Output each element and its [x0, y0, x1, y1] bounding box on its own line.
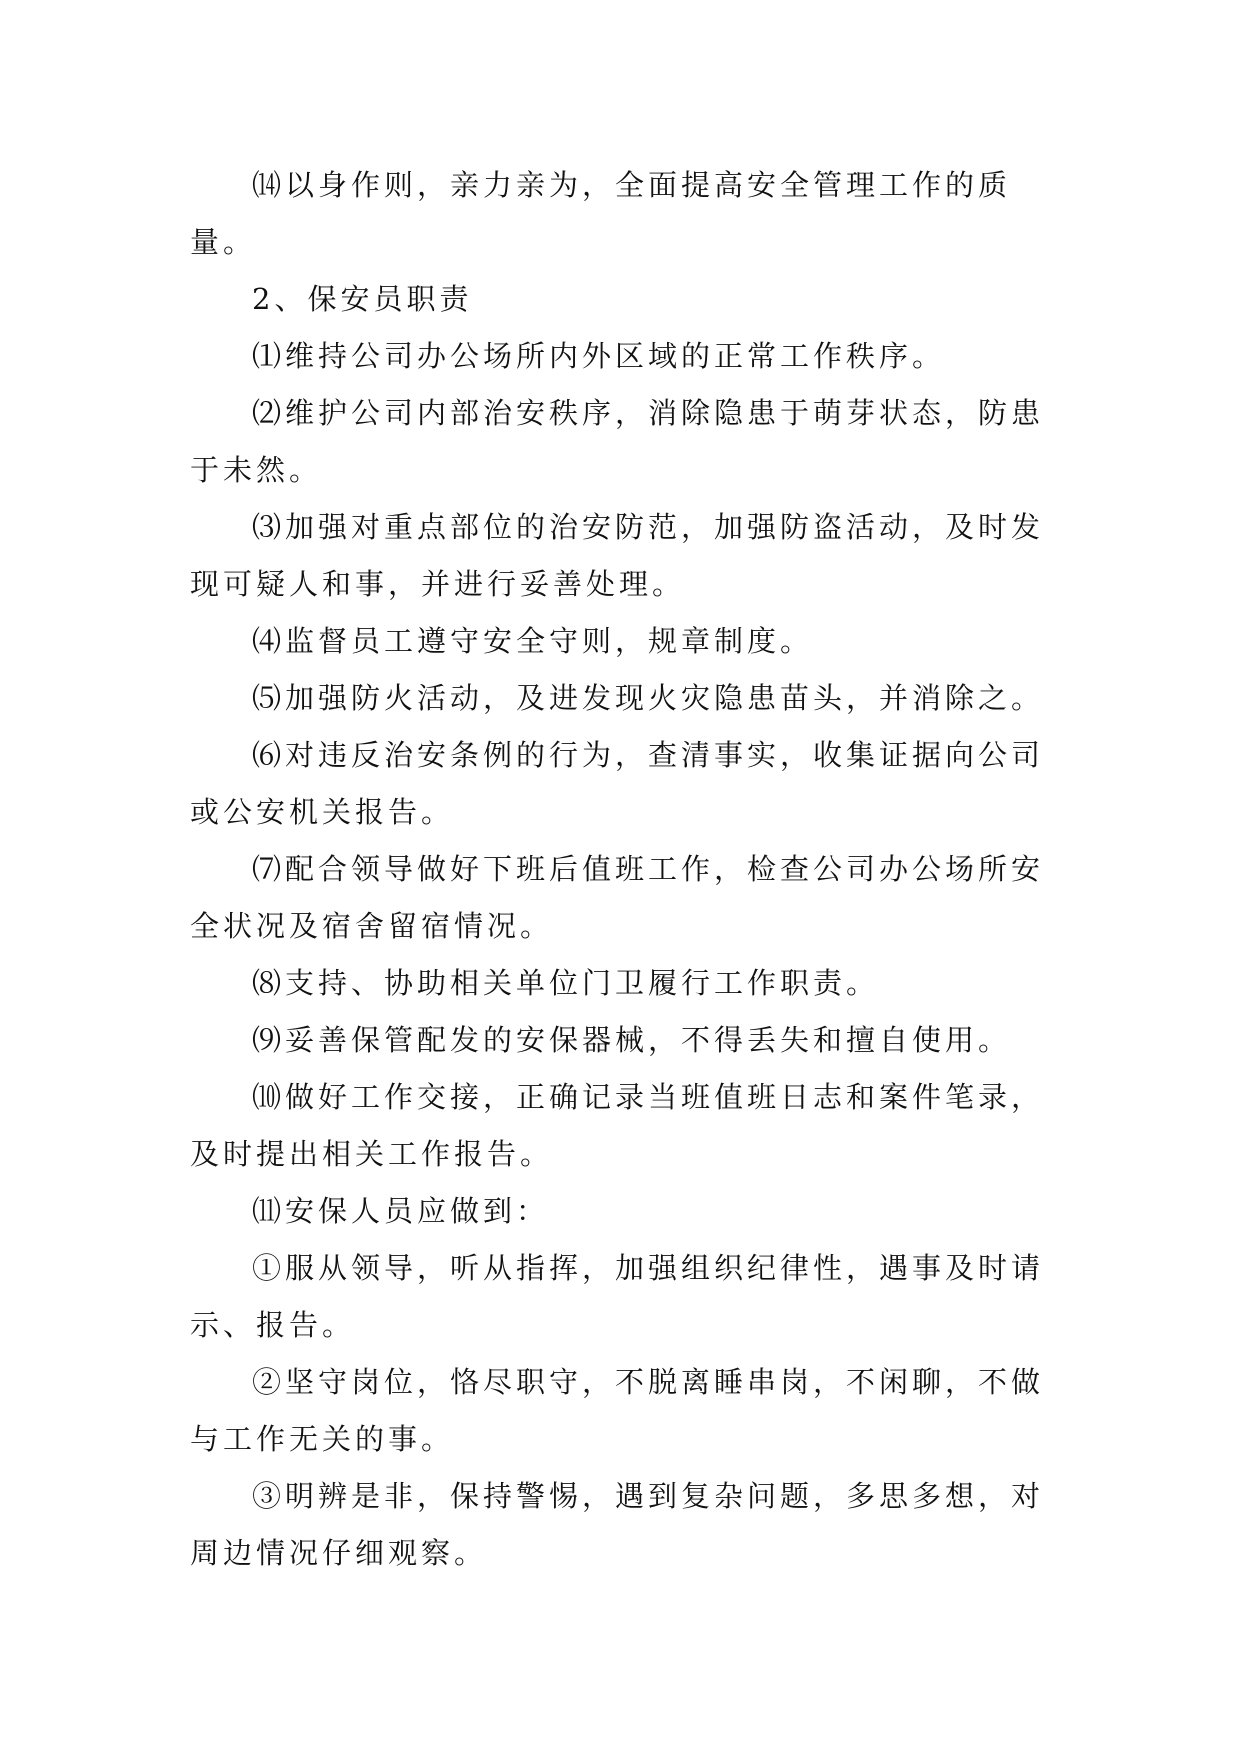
sub-item-circled-2: ②坚守岗位，恪尽职守，不脱离睡串岗，不闲聊，不做与工作无关的事。: [190, 1365, 1045, 1456]
paragraph-item-6: ⑹对违反治安条例的行为，查清事实，收集证据向公司或公安机关报告。: [190, 738, 1045, 829]
document-body: [190, 157, 1070, 1582]
paragraph-item-10: ⑽做好工作交接，正确记录当班值班日志和案件笔录，及时提出相关工作报告。: [190, 1080, 1045, 1171]
paragraph-item-2: ⑵维护公司内部治安秩序，消除隐患于萌芽状态，防患于未然。: [190, 396, 1045, 487]
sub-item-circled-1: ①服从领导，听从指挥，加强组织纪律性，遇事及时请示、报告。: [190, 1251, 1045, 1342]
paragraph-item-4: ⑷监督员工遵守安全守则，规章制度。: [252, 624, 814, 658]
paragraph-item-5: ⑸加强防火活动，及进发现火灾隐患苗头，并消除之。: [252, 681, 1045, 715]
sub-item-circled-3: ③明辨是非，保持警惕，遇到复杂问题，多思多想，对周边情况仔细观察。: [190, 1479, 1045, 1570]
paragraph-item-1: ⑴维持公司办公场所内外区域的正常工作秩序。: [252, 339, 946, 373]
paragraph-item-7: ⑺配合领导做好下班后值班工作，检查公司办公场所安全状况及宿舍留宿情况。: [190, 852, 1045, 943]
paragraph-item-8: ⑻支持、协助相关单位门卫履行工作职责。: [252, 966, 880, 1000]
paragraph-item-3: ⑶加强对重点部位的治安防范，加强防盗活动，及时发现可疑人和事，并进行妥善处理。: [190, 510, 1045, 601]
paragraph-item-9: ⑼妥善保管配发的安保器械，不得丢失和擅自使用。: [252, 1023, 1012, 1057]
paragraph-item-11: ⑾安保人员应做到：: [252, 1194, 550, 1228]
section-heading-security-guard-duties: 2、保安员职责: [252, 282, 473, 316]
paragraph-item-14: ⒁以身作则，亲力亲为，全面提高安全管理工作的质量。: [190, 168, 1012, 259]
